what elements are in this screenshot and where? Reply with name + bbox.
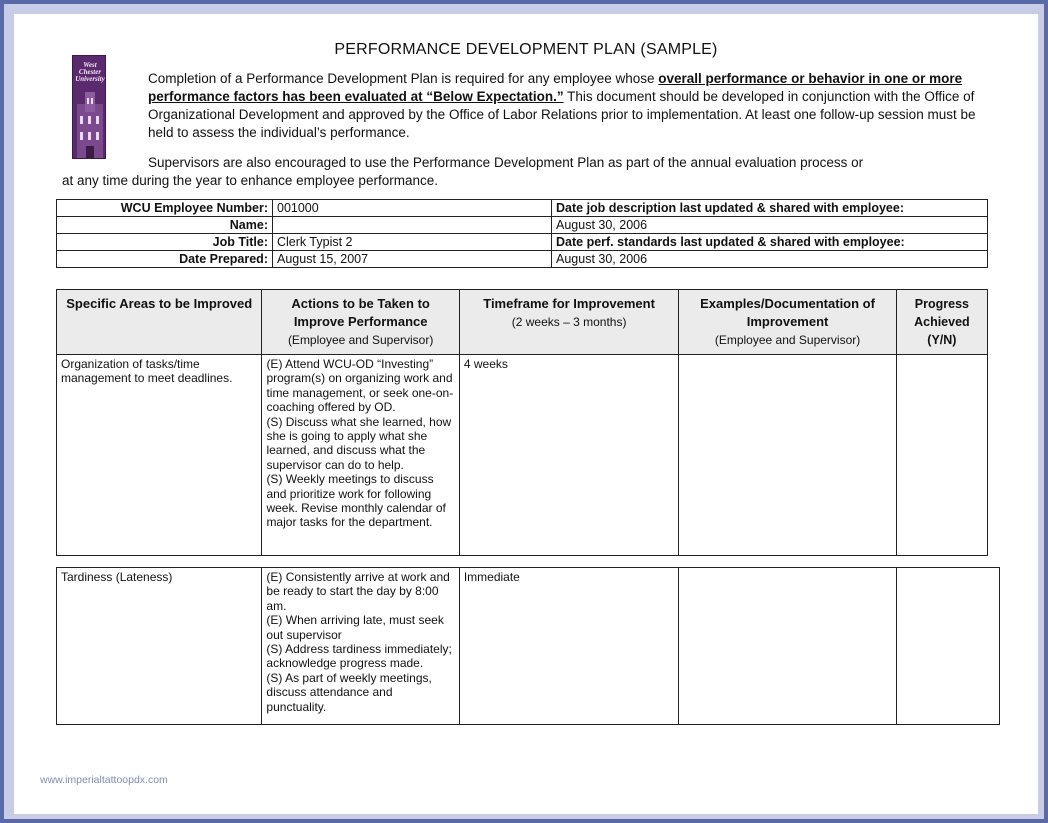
header-actions: Actions to be Taken to Improve Performance (Employee and Supervisor) <box>262 290 459 355</box>
area-cell: Organization of tasks/time management to meet deadlines. <box>57 355 262 556</box>
area-cell: Tardiness (Lateness) <box>57 568 262 725</box>
intro-text-2: This document should be developed in conjunction with the Office of Organizational Development and approved by the Office of Labor Relations prior to implementation. At least one follow-up session must be held to assess the individual’s performance. <box>148 89 976 140</box>
document-page <box>14 14 1038 814</box>
actions-cell: (E) Consistently arrive at work and be ready to start the day by 8:00 am. (E) When arriving late, must seek out supervisor (S) Address tardiness immediately; acknowledge progress made. (S) As part of weekly meetings, discuss attendance and punctuality. <box>262 568 459 725</box>
info-row <box>57 217 988 234</box>
plan-table <box>56 289 988 556</box>
info-row <box>57 251 988 268</box>
actions-cell: (E) Attend WCU-OD “Investing” program(s) on organizing work and time management, or seek one-on-coaching offered by OD. (S) Discuss what she learned, how she is going to apply what she learned, and discuss what the supervisor can do to help. (S) Weekly meetings to discuss and prioritize work for following week. Revise monthly calendar of major tasks for the department. <box>262 355 459 556</box>
examples-cell <box>679 355 896 556</box>
examples-cell <box>679 568 896 725</box>
info-date-label: Date perf. standards last updated & shared with employee: <box>552 234 988 251</box>
info-label: Name: <box>57 217 273 234</box>
info-row <box>57 200 988 217</box>
building-icon <box>73 90 106 159</box>
info-value: Clerk Typist 2 <box>273 234 552 251</box>
timeframe-cell: Immediate <box>459 568 678 725</box>
intro-text-1: Completion of a Performance Development Plan is required for any employee whose <box>148 71 659 86</box>
info-date-value: August 30, 2006 <box>552 217 988 234</box>
plan-table-continued <box>56 567 1000 725</box>
progress-cell <box>896 568 999 725</box>
header-progress: Progress Achieved (Y/N) <box>896 290 987 355</box>
plan-header-row <box>57 290 988 355</box>
info-value: 001000 <box>273 200 552 217</box>
intro-emphasis: overall performance or behavior in one or more performance factors has been evaluated at “Below Expectation.” <box>148 71 963 104</box>
info-label: Job Title: <box>57 234 273 251</box>
info-label: Date Prepared: <box>57 251 273 268</box>
info-row <box>57 234 988 251</box>
image-frame <box>4 4 1044 819</box>
info-value <box>273 217 552 234</box>
supervisors-line-1: Supervisors are also encouraged to use the Performance Development Plan as part of the annual evaluation process or <box>148 155 864 170</box>
header-timeframe: Timeframe for Improvement (2 weeks – 3 months) <box>459 290 678 355</box>
header-examples: Examples/Documentation of Improvement (Employee and Supervisor) <box>679 290 896 355</box>
info-label: WCU Employee Number: <box>57 200 273 217</box>
header-areas: Specific Areas to be Improved <box>57 290 262 355</box>
employee-info-table <box>56 199 988 268</box>
info-date-label: Date job description last updated & shared with employee: <box>552 200 988 217</box>
timeframe-cell: 4 weeks <box>459 355 678 556</box>
info-value: August 15, 2007 <box>273 251 552 268</box>
logo-text: West Chester University <box>75 61 105 83</box>
intro-paragraph <box>148 70 978 142</box>
supervisors-line-2: at any time during the year to enhance employee performance. <box>62 173 438 188</box>
info-date-value: August 30, 2006 <box>552 251 988 268</box>
progress-cell <box>896 355 987 556</box>
plan-row <box>57 355 988 556</box>
document-title: PERFORMANCE DEVELOPMENT PLAN (SAMPLE) <box>334 41 718 58</box>
plan-row <box>57 568 1000 725</box>
university-logo <box>72 55 106 159</box>
watermark: www.imperialtattoopdx.com <box>40 774 168 786</box>
